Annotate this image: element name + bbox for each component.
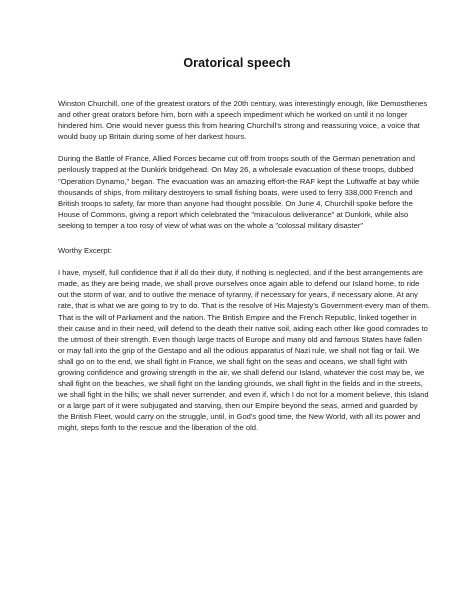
excerpt-heading: Worthy Excerpt: bbox=[58, 246, 112, 256]
document-title: Oratorical speech bbox=[183, 56, 291, 70]
document-body bbox=[58, 98, 430, 445]
paragraph-excerpt: I have, myself, full confidence that if all do their duty, if nothing is neglected, and if the best arrangements are made, as they are being made, we shall prove ourselves once again able to defend our Island home, to ride out the storm of war, and to outlive the menace of tyranny, if necessary for years, if necessary alone. At any rate, that is what we are going to try to do. That is the resolve of His Majesty's Government-every man of them. That is the will of Parliament and the nation. The British Empire and the French Republic, linked together in their cause and in their need, will defend to the death their native soil, aiding each other like good comrades to the utmost of their strength. Even though large tracts of Europe and many old and famous States have fallen or may fall into the grip of the Gestapo and all the odious apparatus of Nazi rule, we shall not flag or fail. We shall go on to the end, we shall fight in France, we shall fight on the seas and oceans, we shall fight with growing confidence and growing strength in the air, we shall defend our Island, whatever the cost may be, we shall fight on the beaches, we shall fight on the landing grounds, we shall fight in the fields and in the streets, we shall fight in the hills; we shall never surrender, and even if, which I do not for a moment believe, this Island or a large part of it were subjugated and starving, then our Empire beyond the seas, armed and guarded by the British Fleet, would carry on the struggle, until, in God's good time, the New World, with all its power and might, steps forth to the rescue and the liberation of the old. bbox=[58, 268, 430, 433]
paragraph-dunkirk: During the Battle of France, Allied Forces became cut off from troops south of the German penetration and perilously trapped at the Dunkirk bridgehead. On May 26, a wholesale evacuation of these troops, dubbed "Operation Dynamo," began. The evacuation was an amazing effort-the RAF kept the Luftwaffe at bay while thousands of ships, from military destroyers to small fishing boats, were used to ferry 338,000 French and British troops to safety, far more than anyone had thought possible. On June 4, Churchill spoke before the House of Commons, giving a report which celebrated the "miraculous deliverance" at Dunkirk, while also seeking to temper a too rosy of view of what was on the whole a "colossal military disaster" bbox=[58, 154, 420, 230]
paragraph-intro: Winston Churchill, one of the greatest orators of the 20th century, was interestingly enough, like Demosthenes and other great orators before him, born with a speech impediment which he worked on until it no longer hindered him. One would never guess this from hearing Churchill's strong and reassuring voice, a voice that would buoy up Britain during some of her darkest hours. bbox=[58, 99, 428, 142]
